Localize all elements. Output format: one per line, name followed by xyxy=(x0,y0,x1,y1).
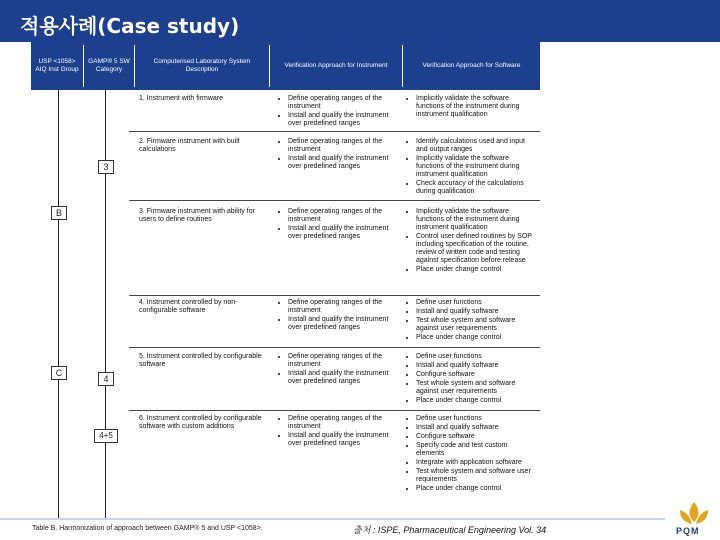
row-1-description: 1. Instrument with firmware xyxy=(139,95,224,102)
list-item: • Test whole system and software against user requirements xyxy=(416,317,536,333)
list-item: • Define operating ranges of the instrument xyxy=(288,208,400,224)
row-5-instrument xyxy=(278,353,400,387)
row-3-instrument xyxy=(278,208,400,242)
row-2-software xyxy=(406,138,536,197)
row-1-software xyxy=(406,95,536,120)
row-1-instrument xyxy=(278,95,400,129)
row-6-description: 6. Instrument controlled by configurable software with custom additions xyxy=(139,415,262,430)
gamp-category-4: 4 xyxy=(98,372,114,386)
list-item: • Define operating ranges of the instrument xyxy=(288,95,400,111)
row-4-description: 4. Instrument controlled by non-configurable software xyxy=(139,299,238,314)
list-item: • Install and qualify software xyxy=(416,424,536,432)
row-separator xyxy=(129,200,540,201)
list-item: • Install and qualify the instrument over predefined ranges xyxy=(288,112,400,128)
list-item: • Place under change control xyxy=(416,397,536,405)
list-item: • Configure software xyxy=(416,371,536,379)
usp-group-b: B xyxy=(51,206,67,220)
gamp-category-line xyxy=(105,90,106,520)
list-item: • Install and qualify the instrument over predefined ranges xyxy=(288,155,400,171)
list-item: • Install and qualify the instrument over predefined ranges xyxy=(288,432,400,448)
list-item: • Install and qualify the instrument over predefined ranges xyxy=(288,225,400,241)
list-item: • Define user functions xyxy=(416,299,536,307)
source-citation: 출처 : ISPE, Pharmaceutical Engineering Vol. 34 xyxy=(353,525,547,535)
list-item: • Define operating ranges of the instrument xyxy=(288,138,400,154)
row-3-software xyxy=(406,208,536,275)
table-header xyxy=(31,42,540,90)
list-item: • Place under change control xyxy=(416,266,536,274)
table-caption: Table B. Harmonization of approach between GAMP® 5 and USP <1058>. xyxy=(32,525,263,532)
list-item: • Place under change control xyxy=(416,485,536,493)
usp-group-line xyxy=(58,90,59,520)
header-software-approach: Verification Approach for Software xyxy=(422,62,521,69)
list-item: • Implicitly validate the software functions of the instrument during instrument qualification xyxy=(416,155,536,179)
row-2-instrument xyxy=(278,138,400,172)
title-bar xyxy=(0,0,720,42)
list-item: • Integrate with application software xyxy=(416,459,536,467)
document-figure xyxy=(31,42,540,522)
gamp-category-4-5: 4+5 xyxy=(94,429,118,443)
header-instrument-approach: Verification Approach for Instrument xyxy=(284,62,388,69)
list-item: • Identify calculations used and input and output ranges xyxy=(416,138,536,154)
row-separator xyxy=(129,347,540,348)
logo-text: PQM xyxy=(676,526,700,536)
row-6-software xyxy=(406,415,536,494)
row-4-instrument xyxy=(278,299,400,333)
row-5-description: 5. Instrument controlled by configurable software xyxy=(139,353,262,368)
list-item: • Install and qualify software xyxy=(416,362,536,370)
list-item: • Install and qualify the instrument over predefined ranges xyxy=(288,370,400,386)
row-3-description: 3. Firmware instrument with ability for users to define routines xyxy=(139,208,255,223)
gamp-category-3: 3 xyxy=(98,160,114,174)
row-separator xyxy=(129,410,540,411)
list-item: • Implicitly validate the software functions of the instrument during instrument qualification xyxy=(416,95,536,119)
list-item: • Specify code and test custom elements xyxy=(416,442,536,458)
list-item: • Install and qualify the instrument over predefined ranges xyxy=(288,316,400,332)
list-item: • Define user functions xyxy=(416,415,536,423)
row-6-instrument xyxy=(278,415,400,449)
list-item: • Define operating ranges of the instrument xyxy=(288,299,400,315)
list-item: • Check accuracy of the calculations during qualification xyxy=(416,180,536,196)
row-4-software xyxy=(406,299,536,343)
list-item: • Place under change control xyxy=(416,334,536,342)
usp-group-c: C xyxy=(51,366,67,380)
list-item: • Configure software xyxy=(416,433,536,441)
slide-title: 적용사례(Case study) xyxy=(20,14,240,38)
list-item: • Test whole system and software user requirements xyxy=(416,468,536,484)
list-item: • Install and qualify software xyxy=(416,308,536,316)
row-2-description: 2. Firmware instrument with built calculations xyxy=(139,138,240,153)
footer-line xyxy=(0,518,665,520)
header-system-description: Computerised Laboratory System Description xyxy=(153,58,251,73)
list-item: • Implicitly validate the software functions of the instrument during instrument qualification xyxy=(416,208,536,232)
list-item: • Define operating ranges of the instrument xyxy=(288,415,400,431)
header-usp-group: USP <1058> AIQ Inst Group xyxy=(35,58,79,73)
row-5-software xyxy=(406,353,536,406)
list-item: • Control user defined routines by SOP including specification of the routine, review of written code and testing against specification before release xyxy=(416,233,536,265)
row-separator xyxy=(129,131,540,132)
list-item: • Define operating ranges of the instrument xyxy=(288,353,400,369)
list-item: • Test whole system and software against user requirements xyxy=(416,380,536,396)
row-separator xyxy=(129,295,540,296)
header-gamp-category: GAMP® 5 SW Category xyxy=(88,58,130,73)
list-item: • Define user functions xyxy=(416,353,536,361)
